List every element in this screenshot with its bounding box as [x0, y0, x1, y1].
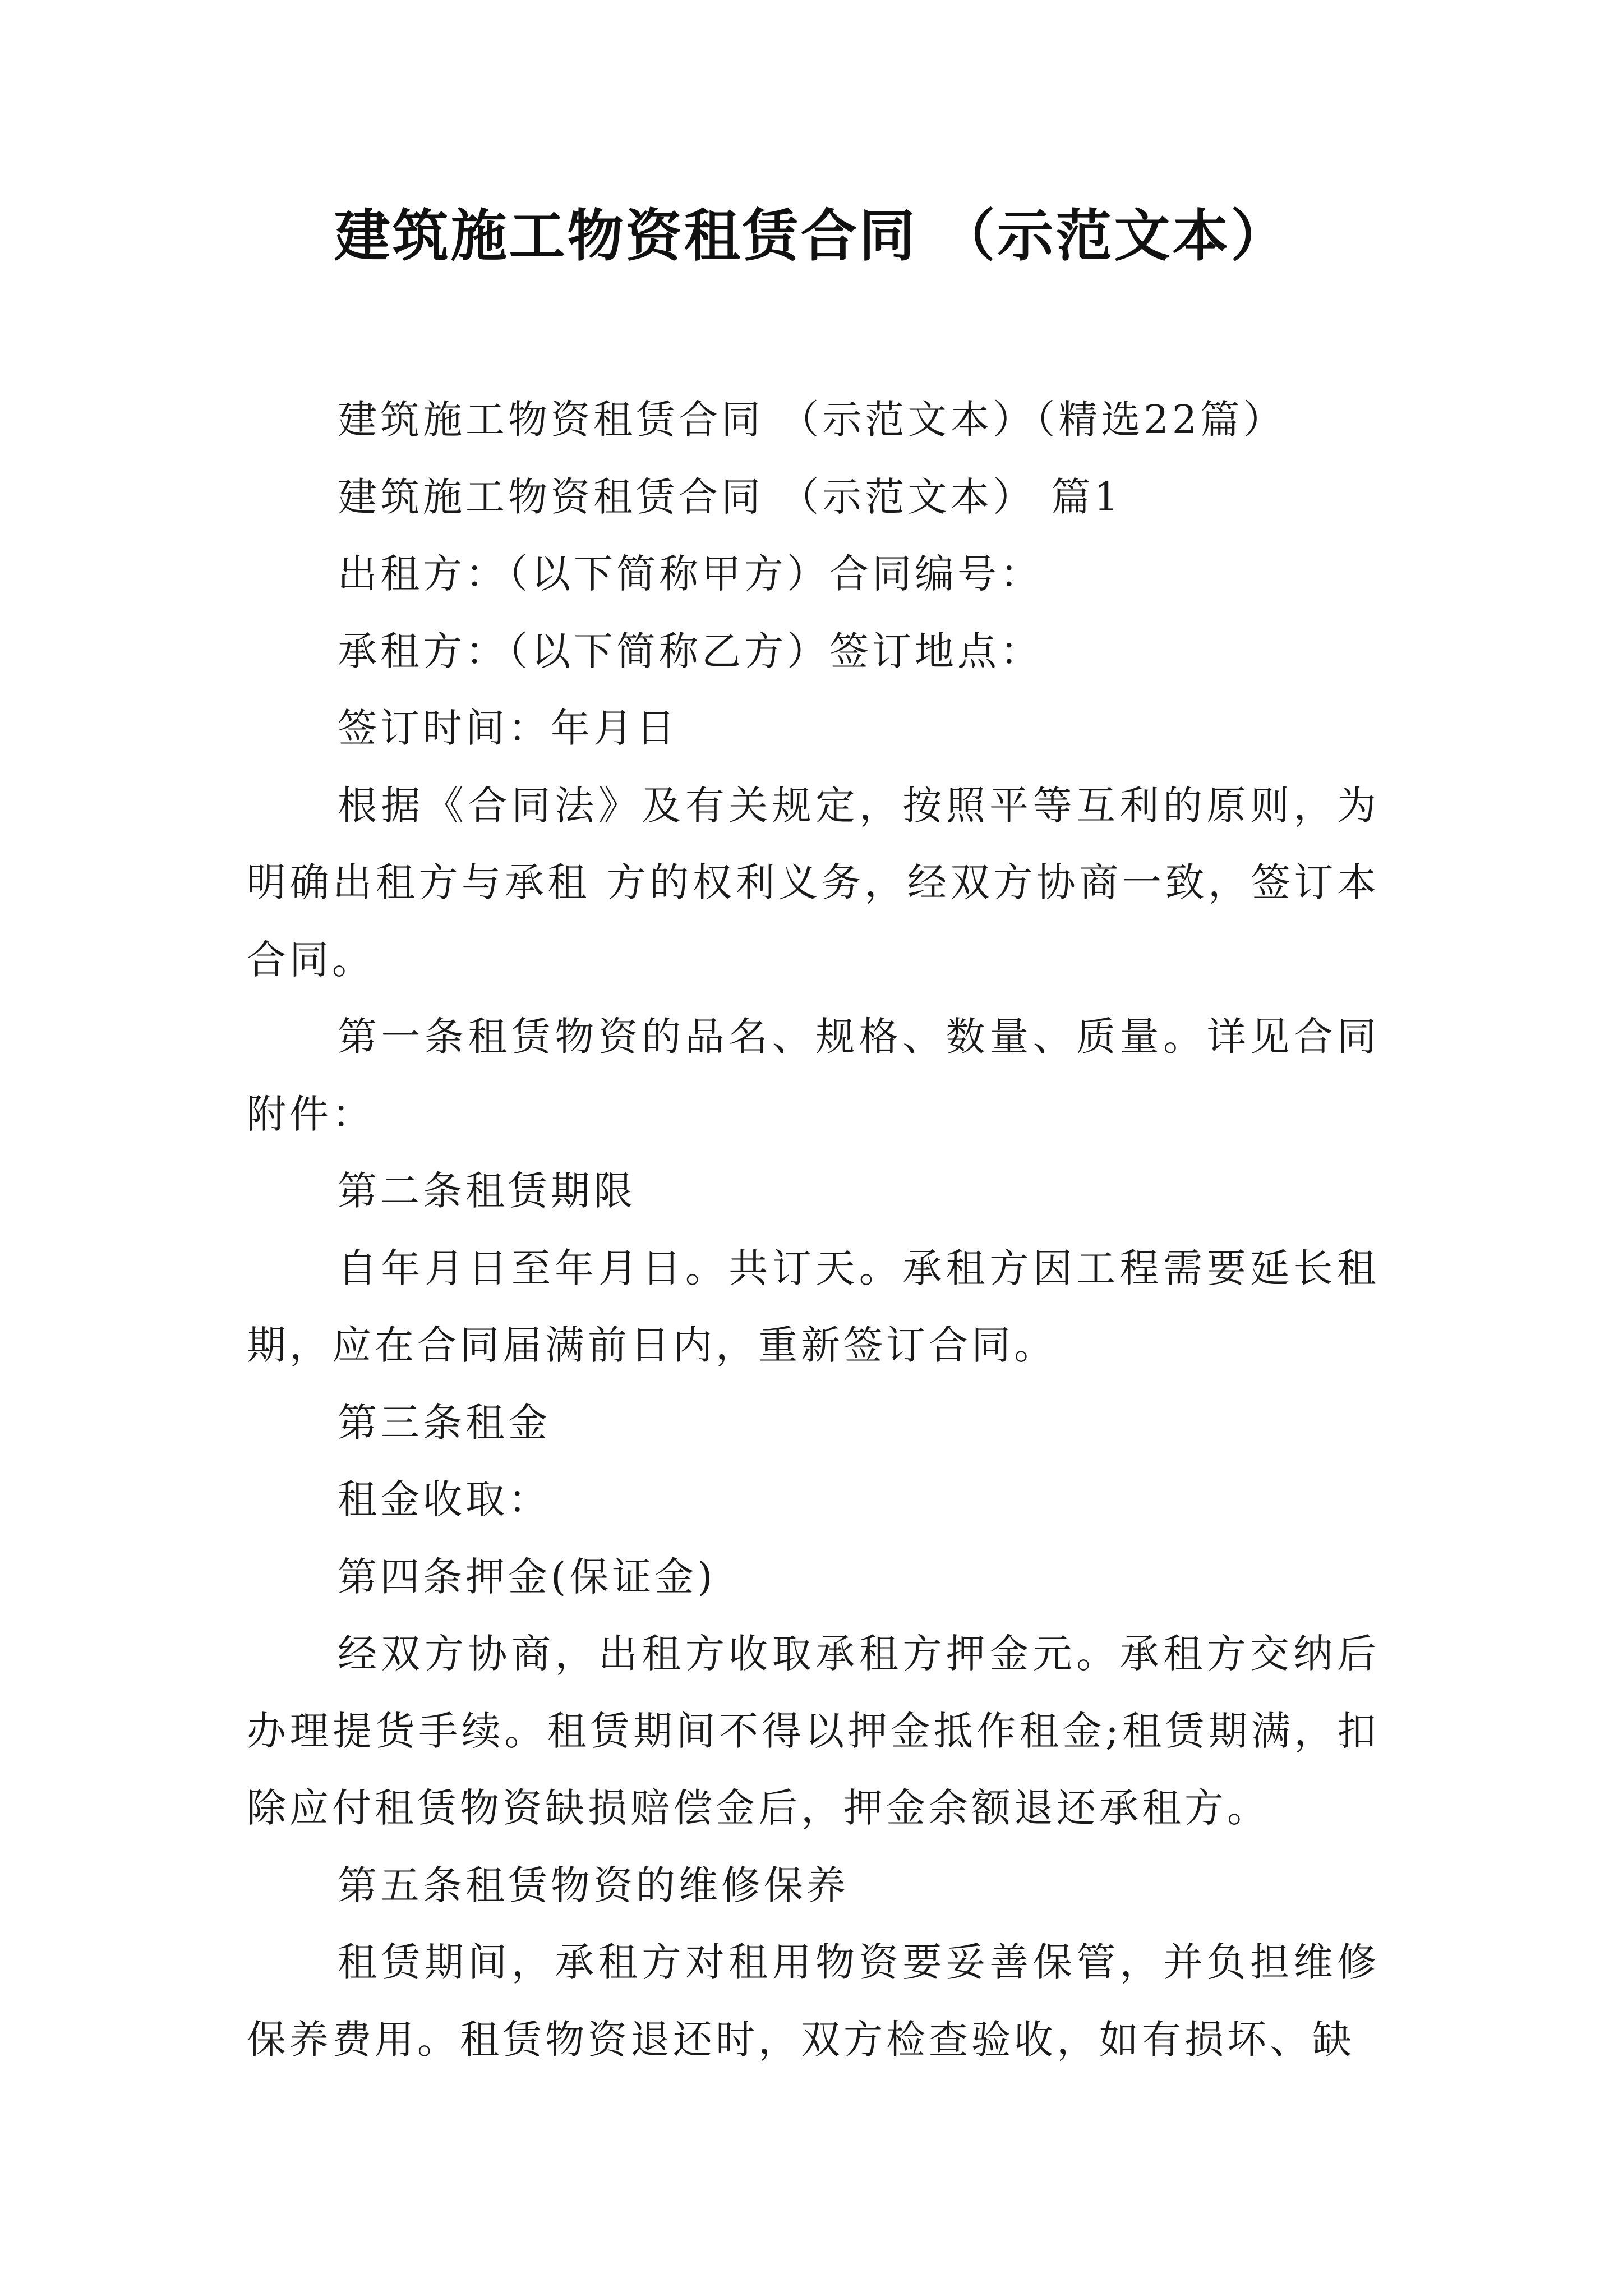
- paragraph-article-2-body: 自年月日至年月日。共订天。承租方因工程需要延长租期，应在合同届满前日内，重新签订合同。: [247, 1245, 1380, 1368]
- paragraph-article-5-body: 租赁期间，承租方对租用物资要妥善保管，并负担维修保养费用。租赁物资退还时，双方检查验收，如有损坏、缺: [247, 1939, 1380, 2063]
- paragraph-article-5-heading: 第五条租赁物资的维修保养: [338, 1862, 849, 1908]
- document-body: [247, 381, 1380, 2078]
- document-title: 建筑施工物资租赁合同 （示范文本）: [334, 203, 1289, 269]
- paragraph-preamble: 根据《合同法》及有关规定，按照平等互利的原则，为明确出租方与承租 方的权利义务，经双方协商一致，签订本合同。: [247, 782, 1380, 983]
- paragraph-article-4-body: 经双方协商，出租方收取承租方押金元。承租方交纳后办理提货手续。租赁期间不得以押金抵作租金;租赁期满，扣除应付租赁物资缺损赔偿金后，押金余额退还承租方。: [247, 1631, 1380, 1831]
- paragraph-sign-date: 签订时间：年月日: [338, 705, 679, 751]
- paragraph-article-3-body: 租金收取：: [338, 1476, 551, 1522]
- paragraph-article-4-heading: 第四条押金(保证金): [338, 1553, 716, 1600]
- paragraph-heading-part1: 建筑施工物资租赁合同 （示范文本） 篇1: [338, 473, 1123, 520]
- paragraph-article-1: 第一条租赁物资的品名、规格、数量、质量。详见合同附件：: [247, 1014, 1380, 1137]
- paragraph-article-2-heading: 第二条租赁期限: [338, 1168, 636, 1214]
- paragraph-lessor: 出租方：（以下简称甲方）合同编号：: [338, 551, 1043, 597]
- paragraph-subtitle: 建筑施工物资租赁合同 （示范文本）（精选22篇）: [338, 397, 1286, 443]
- paragraph-article-3-heading: 第三条租金: [338, 1399, 551, 1446]
- paragraph-lessee: 承租方：（以下简称乙方）签订地点：: [338, 628, 1043, 674]
